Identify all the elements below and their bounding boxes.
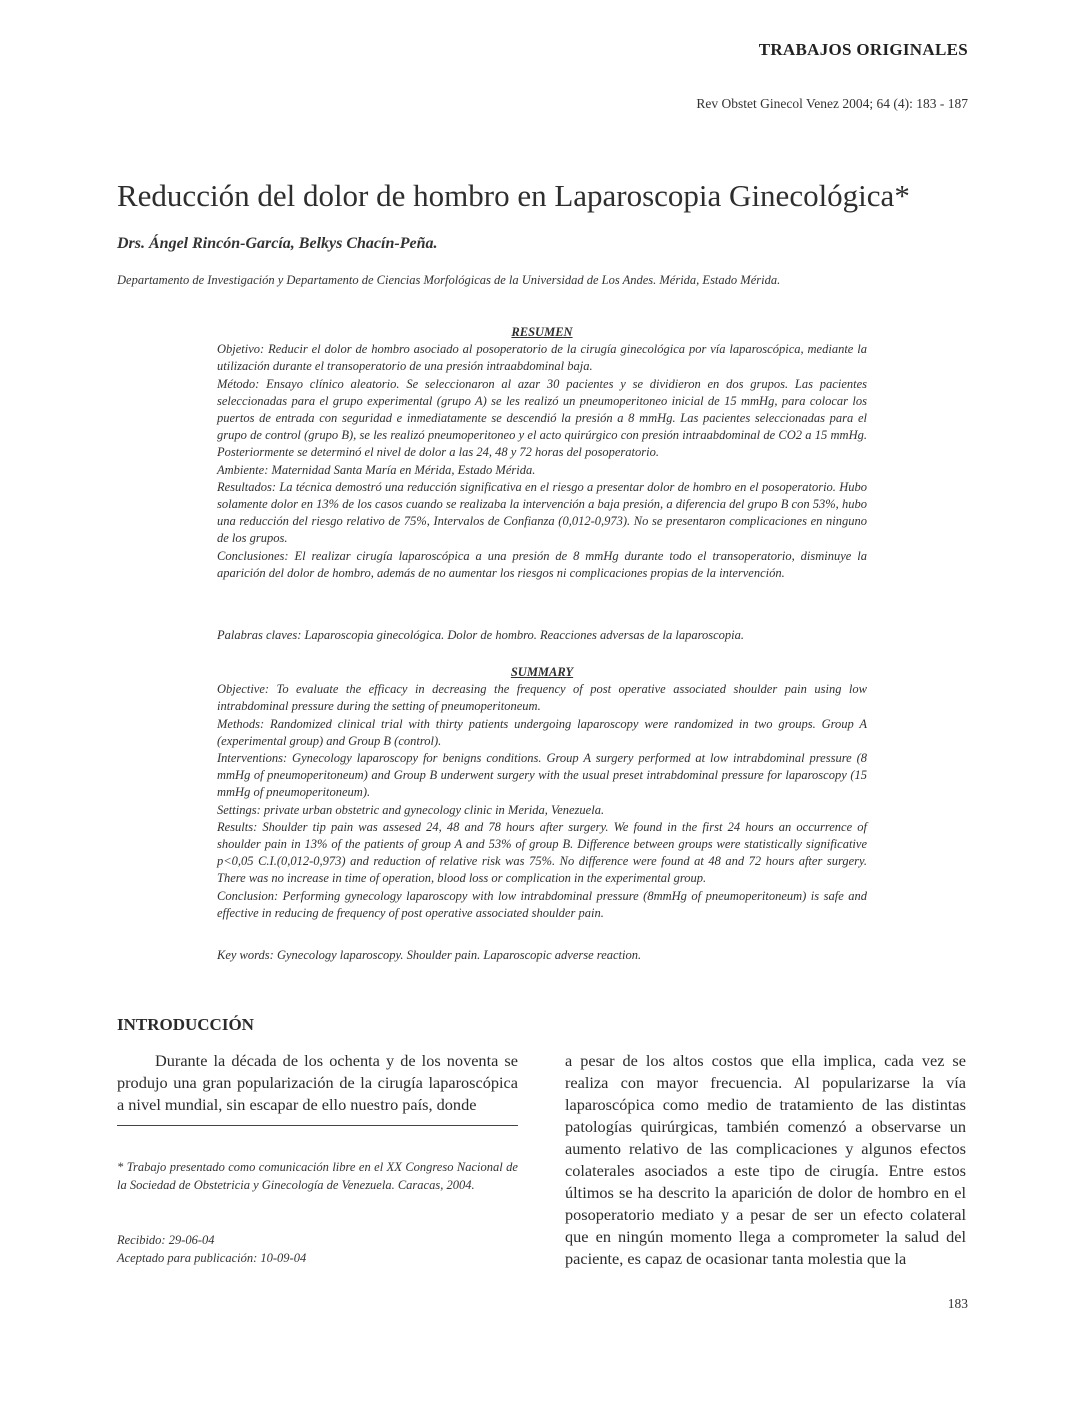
palabras-claves [217,627,867,644]
introduction-heading: INTRODUCCIÓN [117,1015,254,1034]
summary-interventions: Interventions: Gynecology laparoscopy for benigns conditions. Group A surgery performed at low intrabdominal pressure (8 mmHg of pneumoperitoneum) and Group B underwent surgery with the usual preset intrabdominal pressure for laparoscopy (15 mmHg of pneumoperitoneum). [217,751,867,800]
summary-objective: Objective: To evaluate the efficacy in decreasing the frequency of post operative associated shoulder pain using low intrabdominal pressure during the setting of pneumoperitoneum. [217,682,867,714]
footnote-divider [117,1125,518,1126]
resumen-heading: RESUMEN [511,325,573,339]
journal-citation: Rev Obstet Ginecol Venez 2004; 64 (4): 183 - 187 [696,96,968,111]
summary-results: Results: Shoulder tip pain was assesed 24, 48 and 78 hours after surgery. We found in the first 24 hours an occurrence of shoulder pain in 13% of the patients of group A and 53% of group B. Difference between groups were statistically significative p<0,05 C.I.(0,012-0,973) and reduction of relative risk was 75%. No difference were found at 48 and 72 hours after surgery. There was no increase in time of operation, blood loss or complication in the experimental group. [217,819,867,886]
resumen-section [217,324,867,582]
summary-settings: Settings: private urban obstetric and gynecology clinic in Merida, Venezuela. [217,802,605,817]
resumen-resultados: Resultados: La técnica demostró una reducción significativa en el riesgo a presentar dolor de hombro en el posoperatorio. Hubo solamente dolor en 13% de los casos cuando se realizaba la intervención a baja presión, a diferencia del grupo B con 53%, hubo una reducción del riesgo relativo de 75%, Intervalos de Confianza (0,012-0,973). No se presentaron complicaciones en ninguno de los grupos. [217,479,867,546]
accepted-date: Aceptado para publicación: 10-09-04 [117,1251,307,1265]
left-column [117,1050,518,1116]
right-column [565,1050,966,1270]
section-label: TRABAJOS ORIGINALES [758,40,968,59]
authors: Drs. Ángel Rincón-García, Belkys Chacín-Peña. [117,235,438,252]
dates [117,1231,306,1267]
page-number: 183 [947,1296,968,1311]
resumen-conclusiones: Conclusiones: El realizar cirugía laparoscópica a una presión de 8 mmHg durante todo el transoperatorio, disminuye la aparición del dolor de hombro, además de no aumentar los riesgos ni complicaciones propias de la intervención. [217,548,867,580]
summary-conclusion: Conclusion: Performing gynecology laparoscopy with low intrabdominal pressure (8mmHg of pneumoperitoneum) is safe and effective in reducing de frequency of post operative associated shoulder pain. [217,888,867,920]
affiliation: Departamento de Investigación y Departamento de Ciencias Morfológicas de la Universidad de Los Andes. Mérida, Estado Mérida. [117,273,781,287]
resumen-metodo: Método: Ensayo clínico aleatorio. Se seleccionaron al azar 30 pacientes y se dividieron en dos grupos. Las pacientes seleccionadas para el grupo experimental (grupo A) se les realizó un pneumoperitoneo inicial de 15 mmHg, para colocar los puertos de entrada con seguridad e inmediatamente se descendió la presión a 8 mmHg. Las pacientes seleccionadas para el grupo de control (grupo B), se les realizó pneumoperitoneo y el acto quirúrgico con presión intraabdominal de CO2 a 15 mmHg. Posteriormente se determinó el nivel de dolor a las 24, 48 y 72 horas del posoperatorio. [217,376,867,460]
introduction-paragraph-left: Durante la década de los ochenta y de los noventa se produjo una gran popularización de la cirugía laparoscópica a nivel mundial, sin escapar de ello nuestro país, donde [117,1051,518,1114]
received-date: Recibido: 29-06-04 [117,1233,215,1247]
summary-heading: SUMMARY [510,665,574,679]
summary-section [217,664,867,922]
introduction-paragraph-right: a pesar de los altos costos que ella implica, cada vez se realiza con mayor frecuencia. Al popularizarse la vía laparoscópica como medio de tratamiento de las distintas patologías quirúrgicas, también comenzó a observarse un aumento relativo de las complicaciones y algunos efectos colaterales asociados a este tipo de cirugía. Entre estos últimos se ha descrito la aparición de dolor de hombro en el posoperatorio mediato y a pesar de ser un efecto colateral que en ningún momento llega a comprometer la salud del paciente, es capaz de ocasionar tanta molestia que la [565,1051,966,1268]
resumen-objetivo: Objetivo: Reducir el dolor de hombro asociado al posoperatorio de la cirugía ginecológica por vía laparoscópica, mediante la utilización durante el transoperatorio de una presión intraabdominal baja. [217,342,867,374]
key-words [217,947,867,964]
resumen-ambiente: Ambiente: Maternidad Santa María en Mérida, Estado Mérida. [217,462,536,477]
footnote: * Trabajo presentado como comunicación libre en el XX Congreso Nacional de la Sociedad de Obstetricia y Ginecología de Venezuela. Caracas, 2004. [117,1160,518,1192]
key-words-text: Key words: Gynecology laparoscopy. Shoulder pain. Laparoscopic adverse reaction. [217,948,642,962]
palabras-claves-text: Palabras claves: Laparoscopia ginecológica. Dolor de hombro. Reacciones adversas de la laparoscopia. [217,628,745,642]
summary-methods: Methods: Randomized clinical trial with thirty patients undergoing laparoscopy were randomized in two groups. Group A (experimental group) and Group B (control). [217,716,867,748]
article-title: Reducción del dolor de hombro en Laparoscopia Ginecológica* [117,178,910,213]
